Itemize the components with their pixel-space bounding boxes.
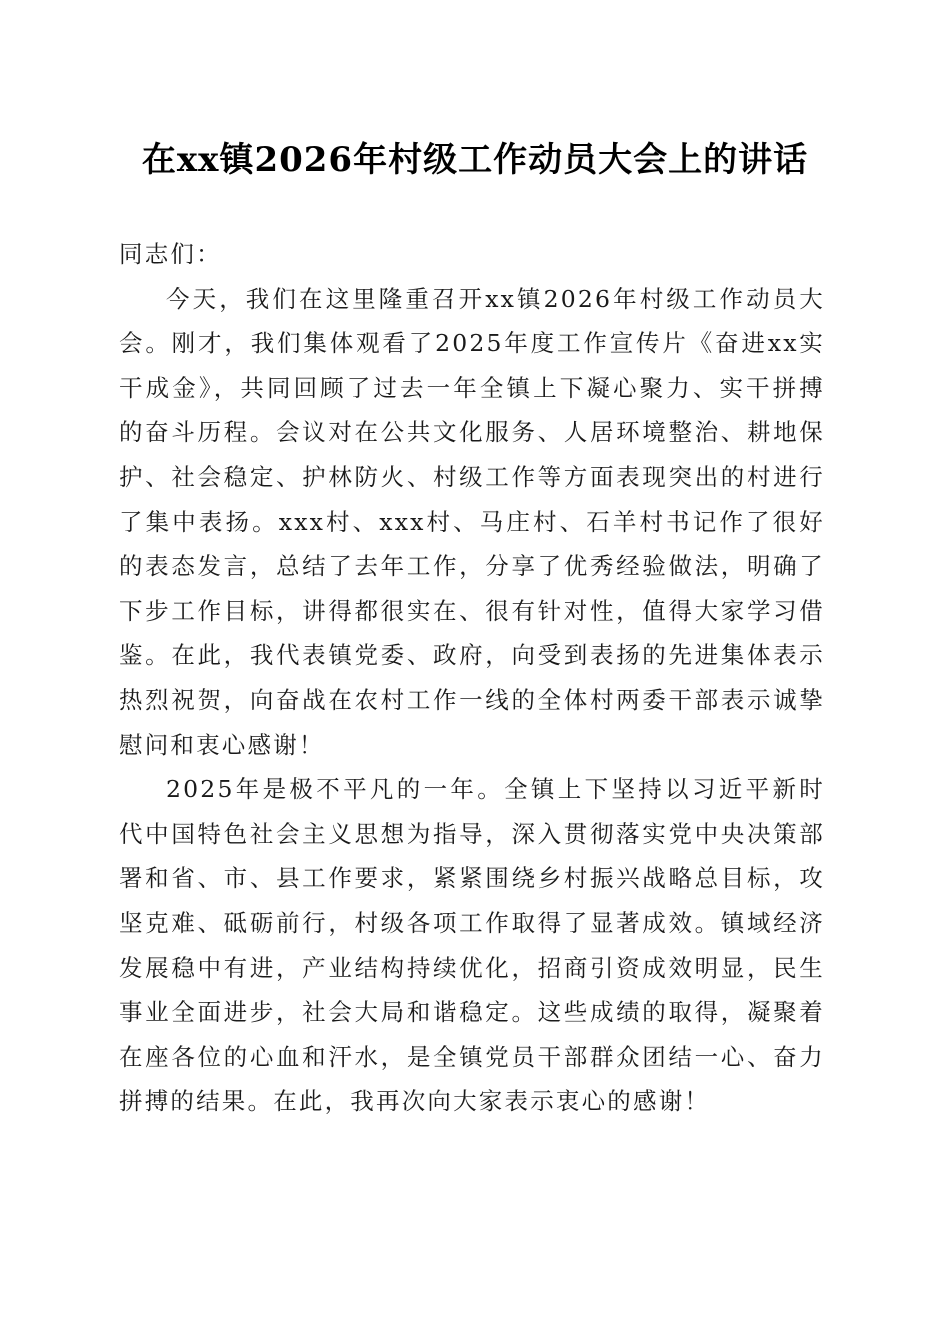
document-title: 在xx镇2026年村级工作动员大会上的讲话	[141, 140, 809, 180]
document-body	[119, 232, 825, 1124]
paragraph-2: 2025年是极不平凡的一年。全镇上下坚持以习近平新时代中国特色社会主义思想为指导，深入贯彻落实党中央决策部署和省、市、县工作要求，紧紧围绕乡村振兴战略总目标，攻坚克难、砥砺前行，村级各项工作取得了显著成效。镇域经济发展稳中有进，产业结构持续优化，招商引资成效明显，民生事业全面进步，社会大局和谐稳定。这些成绩的取得，凝聚着在座各位的心血和汗水，是全镇党员干部群众团结一心、奋力拼搏的结果。在此，我再次向大家表示衷心的感谢！	[119, 775, 825, 1116]
paragraph-1: 今天，我们在这里隆重召开xx镇2026年村级工作动员大会。刚才，我们集体观看了2025年度工作宣传片《奋进xx实干成金》，共同回顾了过去一年全镇上下凝心聚力、实干拼搏的奋斗历程。会议对在公共文化服务、人居环境整治、耕地保护、社会稳定、护林防火、村级工作等方面表现突出的村进行了集中表扬。xxx村、xxx村、马庄村、石羊村书记作了很好的表态发言，总结了去年工作，分享了优秀经验做法，明确了下步工作目标，讲得都很实在、很有针对性，值得大家学习借鉴。在此，我代表镇党委、政府，向受到表扬的先进集体表示热烈祝贺，向奋战在农村工作一线的全体村两委干部表示诚挚慰问和衷心感谢！	[119, 284, 825, 759]
salutation: 同志们：	[119, 240, 222, 268]
